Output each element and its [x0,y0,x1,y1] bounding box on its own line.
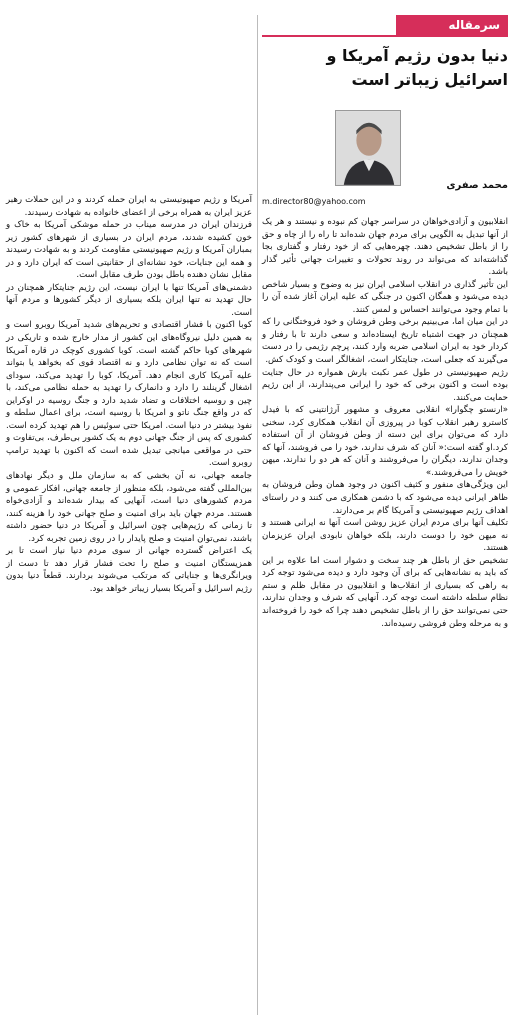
paragraph: «ارنستو چگوارا» انقلابی معروف و مشهور آرژانتینی که با فیدل کاسترو رهبر انقلاب کوبا در پیروزی آن انقلاب همکاری کرد، سخنی دارد که می‌توان برای این دسته از وطن فروشان از آن استفاده کرد.او گفته است:« آنان که شرف ندارند، خود را می فروشند، آنها که وجدان ندارند، دیگران را می‌فروشند و آنان که هر دو را ندارند، میهن خویش را می‌فروشند.» [262,405,508,478]
paragraph: دشمنی‌های آمریکا تنها با ایران نیست، این رژیم جنایتکار همچنان در حال تهدید نه تنها ایران بلکه بسیاری از دیگر کشورها و مردم آنها است. [6,282,252,318]
paragraph: تکلیف آنها برای مردم ایران عزیز روشن است آنها نه ایرانی هستند و نه میهن خود را دوست دارند، بلکه خواهان نابودی ایران عزیزمان هستند. [262,518,508,554]
paragraph: رژیم صهیونیستی در طول عمر نکبت بارش همواره در حال جنایت بوده است و اکنون برخی که خود را ایرانی می‌پندارند، از این رژیم حمایت می‌کنند. [262,367,508,403]
paragraph: این تأثیر گذاری در انقلاب اسلامی ایران نیز به وضوح و بسیار شاخص دیده می‌شود و همگان اکنون در جنگی که علیه ایران آغاز شده آن را با تمام وجود می‌توانند احساس و لمس کنند. [262,279,508,315]
column-divider [257,15,258,1015]
paragraph: یک اعتراض گسترده جهانی از سوی مردم دنیا نیاز است تا بر همزیستگان امنیت و صلح را تحت فشار قرار دهد تا دست از ویرانگری‌ها و جنایاتی که مرتکب می‌شوند بردارند. قطعاً دنیا بدون رژیم اسرائیل و آمریکا بسیار زیباتر خواهد بود. [6,546,252,594]
section-rule [262,35,508,37]
paragraph: در این میان اما، می‌بینیم برخی وطن فروشان و خود فروختگانی را که همچنان در جهت اشتباه تاریخ ایستاده‌اند و سعی دارند تا با رفتار و کردار خود به ایران اسلامی ضربه وارد کنند، پرچم رژیمی را در دست می‌گیرند که جعلی است، جنایتکار است، اشغالگر است و کودک کش. [262,317,508,366]
paragraph: انقلابیون و آزادی‌خواهان در سراسر جهان کم نبوده و نیستند و هر یک از آنها تبدیل به الگویی برای مردم جهان شده‌اند تا راه را از چاه و حق را از باطل تشخیص دهند. چهره‌هایی که از خود رفتار و گفتاری بجا گذاشته‌اند که می‌تواند در روند تحولات و تغییرات جهانی تأثیر گذار باشد. [262,217,508,278]
paragraph: جامعه جهانی، نه آن بخشی که به سازمان ملل و دیگر نهادهای بین‌المللی گفته می‌شود، بلکه منظور از جامعه جهانی، افکار عمومی و مردم کشورهای دنیا است، آنهایی که بیدار شده‌اند و آزادی‌خواه هستند. مردم جهان باید برای امنیت و صلح جهانی خود را هزینه کنند، تا زمانی که رژیم‌هایی چون اسرائیل و آمریکا در دنیا حضور داشته باشند، نمی‌توان امنیت و صلح پایدار را در روی زمین تجربه کرد. [6,471,252,544]
author-portrait-icon [336,111,400,185]
article-title: دنیا بدون رژیم آمریکا و اسرائیل زیباتر است [326,46,508,89]
paragraph: کوبا اکنون با فشار اقتصادی و تحریم‌های شدید آمریکا روبرو است و به همین دلیل نیروگاه‌های این کشور از مدار خارج شده و تاریکی در شهرهای کوبا حاکم گشته است. کوبا کشوری کوچک در قاره آمریکا است که نه توان نظامی دارد و نه اقتصاد قوی که بخواهد یا بتواند علیه آمریکا کاری انجام دهد. آمریکا، کوبا را تهدید می‌کند، سودای اشغال گرینلند را دارد و دانمارک را تهدید به حمله نظامی می‌کند، با چین و روسیه اختلافات و تضاد شدید دارد و جنگ روسیه در اوکراین که در واقع جنگ ناتو و امریکا با روسیه است، برای اعمال سلطه و نفوذ بیشتر در دنیا است. امریکا حتی سوئیس را هم تهدید کرده است. کشوری که پس از جنگ جهانی دوم به یک کشور بی‌طرف، بی‌تفاوت و حتی در مواقعی میانجی تبدیل شده است که اکنون با تهدید ترامپ روبرو است. [6,320,252,469]
article-column-right [262,216,508,1016]
paragraph: آمریکا و رژیم صهیونیستی به ایران حمله کردند و در این حملات رهبر عزیز ایران به همراه برخی از اعضای خانواده به شهادت رسیدند. [6,195,252,218]
article-column-left [6,194,252,1016]
author-name: محمد صفری [446,180,508,191]
author-email: m.director80@yahoo.com [262,197,366,206]
author-photo [335,110,401,186]
paragraph: فرزندان ایران در مدرسه میناب در حمله موشکی آمریکا به خاک و خون کشیده شدند، مردم ایران در بسیاری از شهرهای کشور زیر بمباران آمریکا و رژیم صهیونیستی مقاومت کردند و به شهادت رسیدند و همه این جنایات، خود نشانه‌ای از حقانیتی است که ایران دارد و در مقابل نشان دهنده باطل بودن طرف مقابل است. [5,220,252,281]
paragraph: این ویژگی‌های منفور و کثیف اکنون در وجود همان وطن فروشان به ظاهر ایرانی دیده می‌شود که با دشمن همکاری می کنند و در راستای اهداف رژیم صهیونیستی و آمریکا گام بر می‌دارند. [262,480,508,516]
paragraph: تشخیص حق از باطل هر چند سخت و دشوار است اما علاوه بر این که باید به نشانه‌هایی که برای آن وجود دارد و دیده می‌شود توجه کرد به راهی که بسیاری از انقلاب‌ها و انقلابیون در مقابل ظلم و ستم نظام سلطه داشته است توجه کرد. آنهایی که شرف و وجدان ندارند، حتی نمی‌توانند حق را از باطل تشخیص دهند چرا که خود را فروخته‌اند و به مرحله وطن فروشی رسیده‌اند. [262,555,508,629]
section-tag: سرمقاله [396,15,508,36]
